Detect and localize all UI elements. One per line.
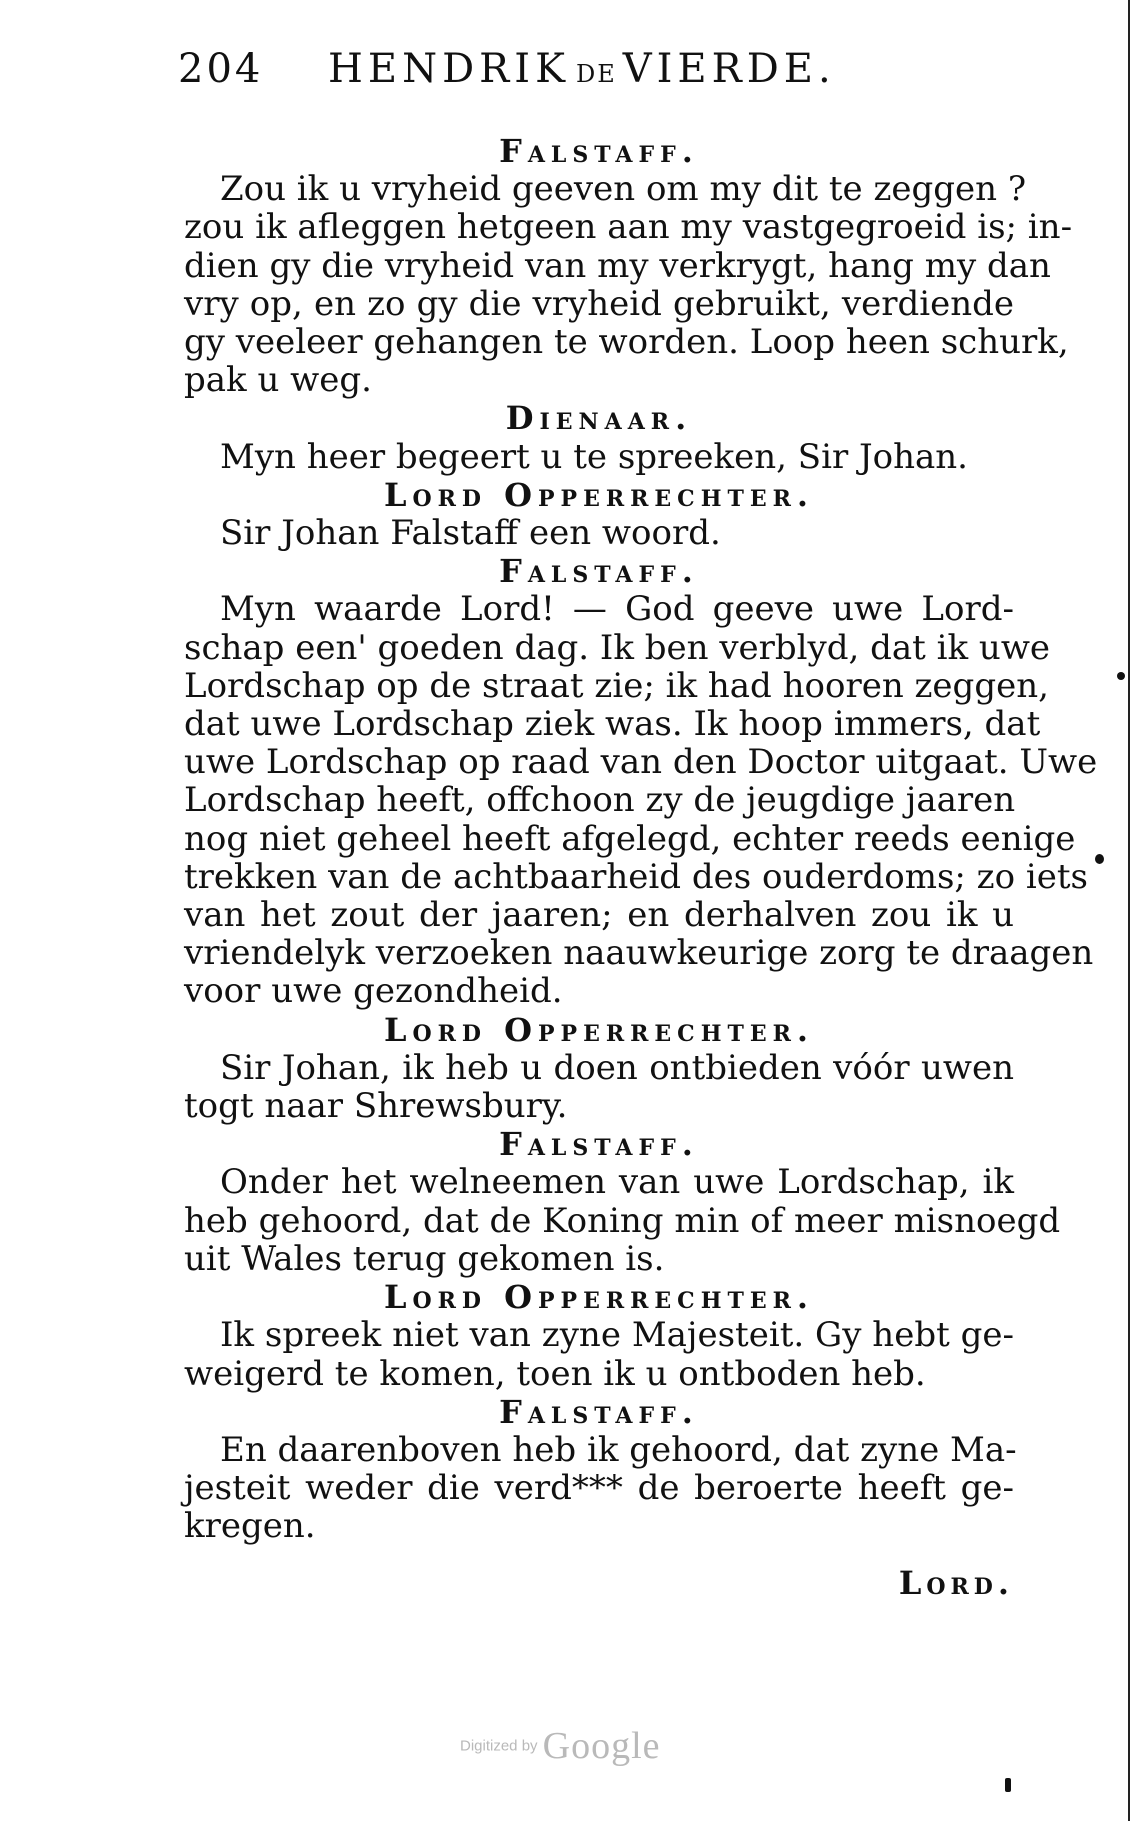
text-line: Myn heer begeert u te spreeken, Sir Johan.: [220, 436, 968, 477]
page-edge-rule: [1128, 0, 1130, 1821]
ink-spot: [1095, 854, 1104, 864]
page-number: 204: [178, 46, 264, 92]
text-line: schap een' goeden dag. Ik ben verblyd, dat ik uwe: [184, 627, 1051, 668]
text-line: weigerd te komen, toen ik u ontboden heb.: [184, 1353, 926, 1394]
speaker-heading: Falstaff.: [499, 1392, 699, 1431]
text-line: trekken van de achtbaarheid des ouderdoms; zo iets: [184, 856, 1088, 897]
text-line: togt naar Shrewsbury.: [184, 1086, 568, 1127]
text-line: vriendelyk verzoeken naauwkeurige zorg te draagen: [184, 933, 1094, 974]
speaker-heading: Lord Opperrechter.: [383, 1010, 815, 1049]
text-line: kregen.: [184, 1506, 316, 1547]
text-line: dien gy die vryheid van my verkrygt, hang my dan: [184, 245, 1051, 286]
text-line: jesteit weder die verd*** de beroerte heeft ge-: [184, 1468, 1014, 1509]
text-line: dat uwe Lordschap ziek was. Ik hoop immers, dat: [184, 704, 1041, 745]
text-line: gy veeleer gehangen te worden. Loop heen schurk,: [184, 322, 1069, 363]
ink-spot: [1005, 1778, 1011, 1792]
text-line: Ik spreek niet van zyne Majesteit. Gy hebt ge-: [220, 1315, 1014, 1356]
speaker-heading: Dienaar.: [505, 399, 693, 438]
text-line: uwe Lordschap op raad van den Doctor uitgaat. Uwe: [184, 742, 1098, 783]
running-header: [178, 46, 898, 96]
speaker-heading: Lord Opperrechter.: [383, 475, 815, 514]
text-line: voor uwe gezondheid.: [184, 971, 563, 1012]
text-line: En daarenboven heb ik gehoord, dat zyne Ma-: [220, 1429, 1017, 1470]
speaker-heading: Falstaff.: [499, 1125, 699, 1164]
header-title-de: DE: [575, 60, 617, 88]
speaker-heading: Falstaff.: [499, 132, 699, 170]
text-line: Sir Johan Falstaff een woord.: [220, 513, 721, 554]
header-title-hendrik: HENDRIK: [328, 46, 570, 92]
text-line: pak u weg.: [184, 360, 372, 401]
text-line: van het zout der jaaren; en derhalven zou ik u: [184, 895, 1014, 936]
digitized-by-google-watermark: [460, 1724, 720, 1774]
text-line: zou ik afleggen hetgeen aan my vastgegroeid is; in-: [184, 207, 1073, 248]
text-line: uit Wales terug gekomen is.: [184, 1238, 665, 1279]
text-line: Lordschap op de straat zie; ik had hooren zeggen,: [184, 665, 1049, 706]
ink-spot: [1117, 672, 1125, 680]
text-line: Sir Johan, ik heb u doen ontbieden vóór uwen: [220, 1047, 1014, 1088]
page-text: [184, 132, 1098, 1602]
text-line: Onder het welneemen van uwe Lordschap, ik: [220, 1162, 1014, 1203]
text-line: Lordschap heeft, offchoon zy de jeugdige jaaren: [184, 780, 1016, 821]
text-line: heb gehoord, dat de Koning min of meer misnoegd: [184, 1200, 1061, 1241]
text-line: Myn waarde Lord! — God geeve uwe Lord-: [220, 589, 1014, 630]
text-line: Zou ik u vryheid geeven om my dit te zeggen ?: [220, 169, 1027, 210]
header-title-vierde: VIERDE.: [622, 46, 836, 92]
speaker-heading: Lord Opperrechter.: [383, 1278, 815, 1317]
text-line: nog niet geheel heeft afgelegd, echter reeds eenige: [184, 818, 1076, 859]
text-line: vry op, en zo gy die vryheid gebruikt, verdiende: [184, 283, 1014, 324]
google-logo: Google: [542, 1725, 661, 1767]
speaker-heading: Falstaff.: [499, 552, 699, 591]
digitized-by-label: Digitized by: [460, 1737, 538, 1755]
catchword: Lord.: [898, 1563, 1014, 1602]
